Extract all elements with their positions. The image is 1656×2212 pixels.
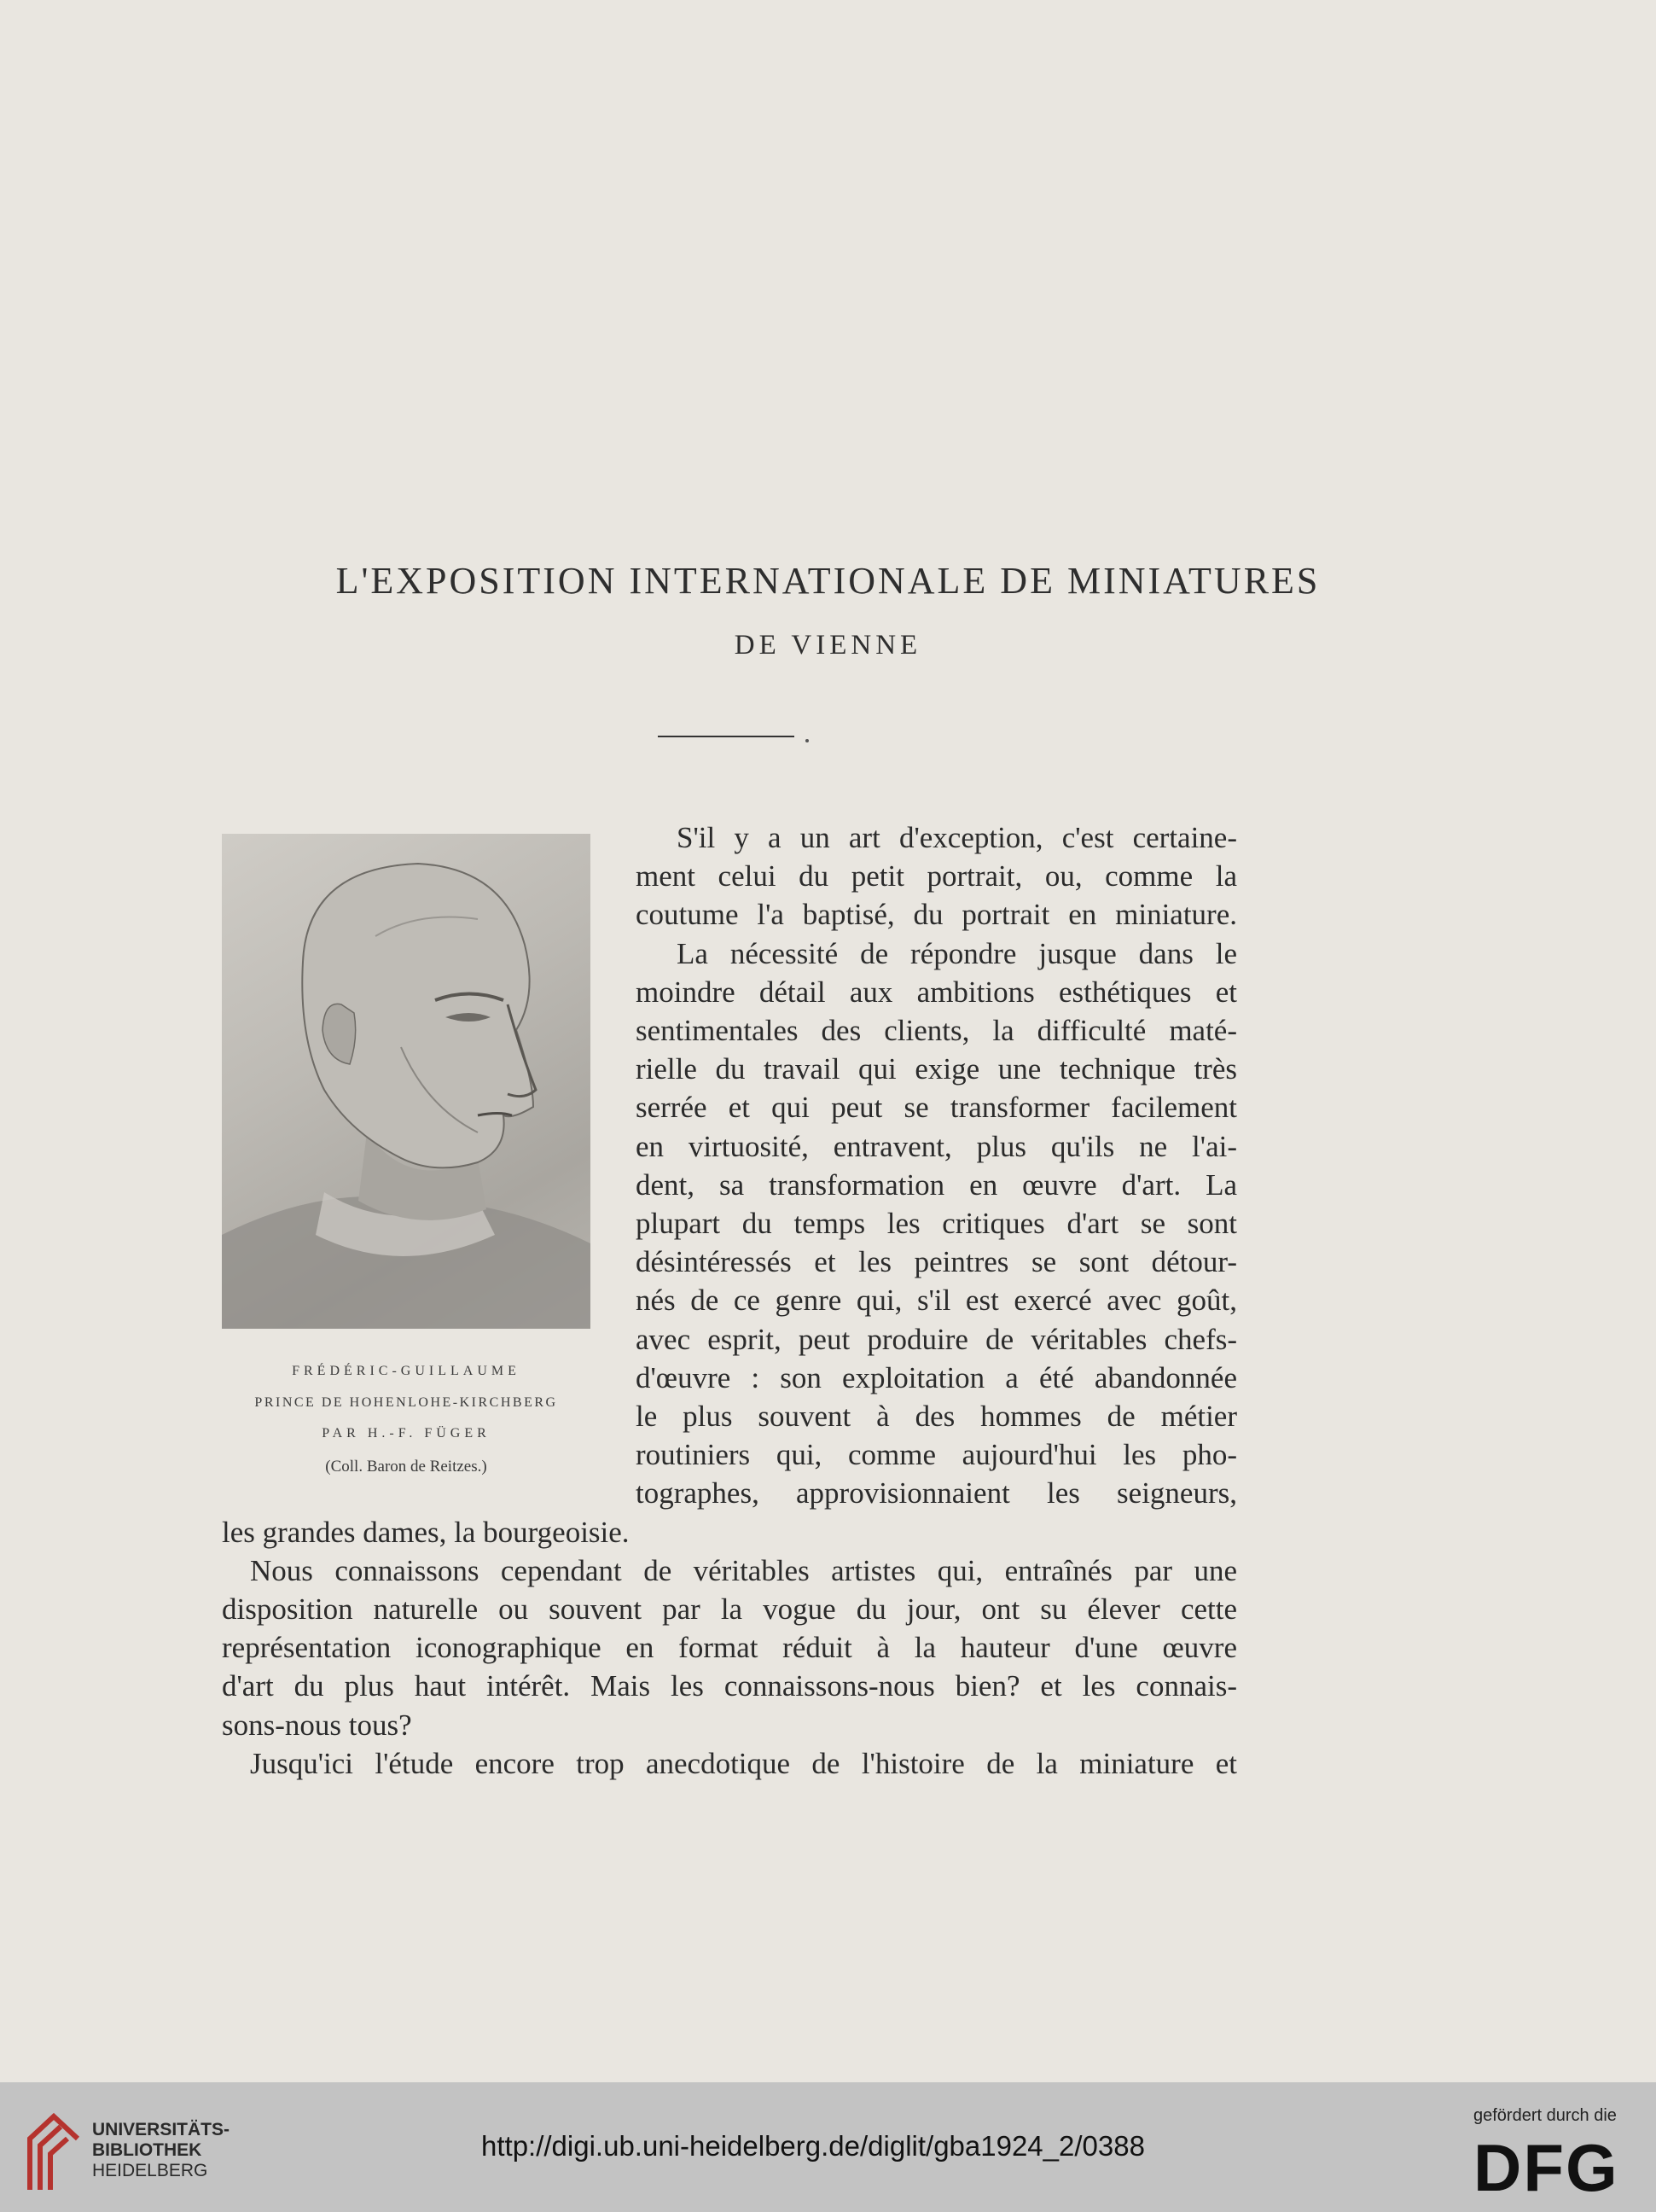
body-line: représentation iconographique en format réduit à la hauteur d'une œuvre xyxy=(222,1631,1237,1664)
body-line: avec esprit, peut produire de véritables chefs- xyxy=(636,1323,1237,1356)
digitization-footer xyxy=(0,2082,1656,2212)
body-line: moindre détail aux ambitions esthétiques et xyxy=(636,975,1237,1009)
body-line: Jusqu'ici l'étude encore trop anecdotique de l'histoire de la miniature et xyxy=(250,1747,1237,1780)
body-line: sentimentales des clients, la difficulté maté- xyxy=(636,1014,1237,1047)
title-rule xyxy=(658,736,794,737)
university-library-logo-icon xyxy=(23,2108,84,2193)
body-line: rielle du travail qui exige une technique très xyxy=(636,1052,1237,1086)
body-line: Nous connaissons cependant de véritables artistes qui, entraînés par une xyxy=(250,1554,1237,1587)
body-line: d'art du plus haut intérêt. Mais les connaissons-nous bien? et les connais- xyxy=(222,1669,1237,1703)
article-title: L'EXPOSITION INTERNATIONALE DE MINIATURES xyxy=(335,560,1321,602)
caption-collection: (Coll. Baron de Reitzes.) xyxy=(325,1458,487,1476)
body-line: S'il y a un art d'exception, c'est certaine- xyxy=(677,821,1237,854)
body-line: plupart du temps les critiques d'art se sont xyxy=(636,1207,1237,1240)
body-line: coutume l'a baptisé, du portrait en miniature. xyxy=(636,898,1237,931)
library-name-line3: HEIDELBERG xyxy=(92,2161,208,2180)
dfg-logo: DFG xyxy=(1473,2130,1619,2205)
caption-artist: PAR H.-F. FÜGER xyxy=(322,1426,491,1441)
body-line: disposition naturelle ou souvent par la vogue du jour, ont su élever cette xyxy=(222,1592,1237,1626)
body-line: serrée et qui peut se transformer facilement xyxy=(636,1091,1237,1124)
caption-subject: FRÉDÉRIC-GUILLAUME xyxy=(292,1364,520,1378)
body-line: routiniers qui, comme aujourd'hui les pho- xyxy=(636,1438,1237,1471)
body-line: nés de ce genre qui, s'il est exercé avec goût, xyxy=(636,1284,1237,1317)
body-line: tographes, approvisionnaient les seigneurs, xyxy=(636,1476,1237,1510)
body-line: La nécessité de répondre jusque dans le xyxy=(677,937,1237,970)
funding-note: gefördert durch die xyxy=(1473,2106,1617,2125)
body-line: sons-nous tous? xyxy=(222,1708,412,1742)
body-line: d'œuvre : son exploitation a été abandonnée xyxy=(636,1361,1237,1394)
body-line: désintéressés et les peintres se sont détour- xyxy=(636,1245,1237,1278)
body-line: les grandes dames, la bourgeoisie. xyxy=(222,1516,630,1549)
body-line: dent, sa transformation en œuvre d'art. La xyxy=(636,1168,1237,1202)
body-line: ment celui du petit portrait, ou, comme la xyxy=(636,859,1237,893)
body-line: en virtuosité, entravent, plus qu'ils ne l'ai- xyxy=(636,1130,1237,1163)
library-name-line2: BIBLIOTHEK xyxy=(92,2140,202,2160)
article-subtitle: DE VIENNE xyxy=(734,630,922,661)
portrait-illustration xyxy=(222,834,590,1329)
permalink-url[interactable]: http://digi.ub.uni-heidelberg.de/diglit/gba1924_2/0388 xyxy=(481,2130,1145,2162)
library-name-line1: UNIVERSITÄTS- xyxy=(92,2120,230,2139)
caption-title: PRINCE DE HOHENLOHE-KIRCHBERG xyxy=(254,1395,558,1410)
body-line: le plus souvent à des hommes de métier xyxy=(636,1400,1237,1433)
portrait-drawing xyxy=(222,834,590,1329)
rule-dot xyxy=(805,739,809,742)
